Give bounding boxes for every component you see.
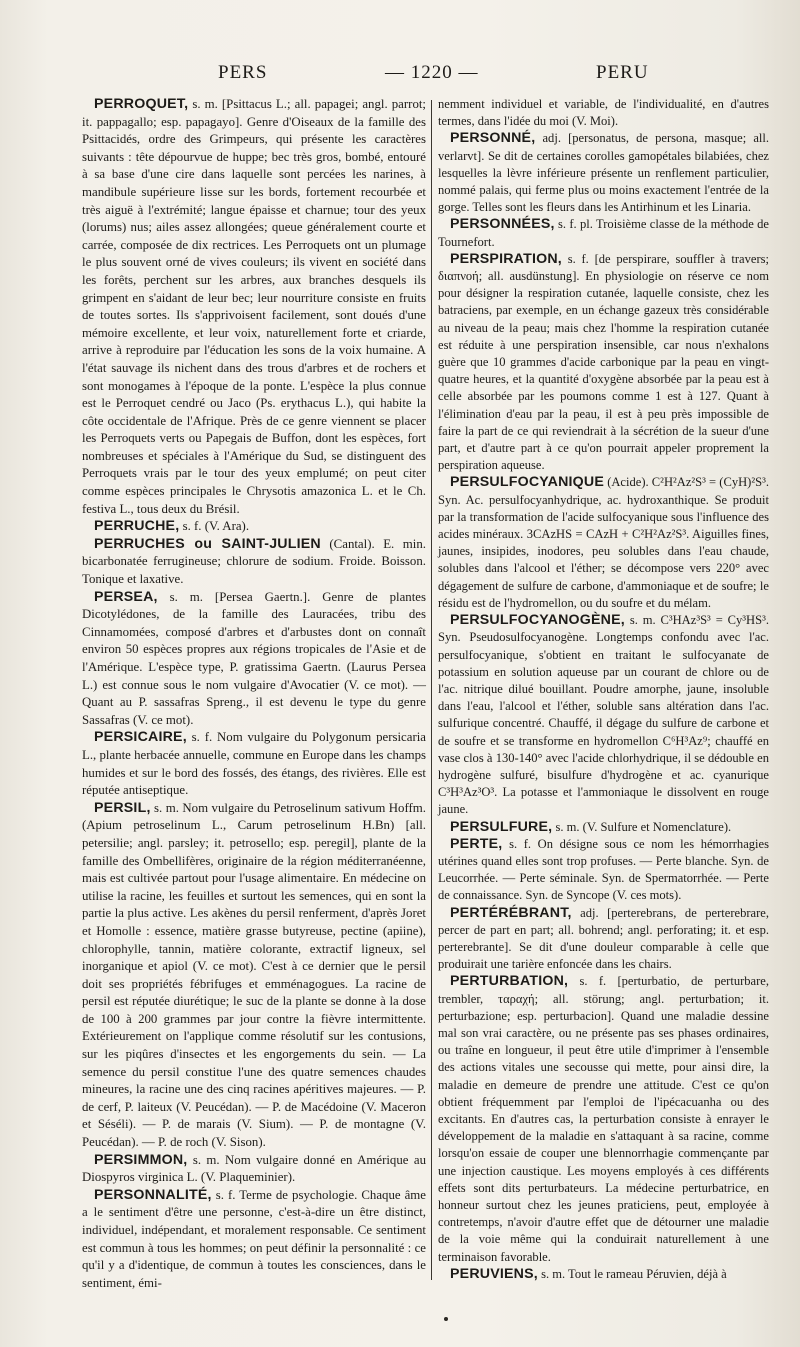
entry-headword: PERSULFOCYANOGÈNE, bbox=[450, 612, 625, 629]
running-header bbox=[0, 58, 800, 88]
entry-text: (Cantal). E. min. bicarbonatée ferrugineuse; chlorure de sodium. Froide. Boisson. Tonique et laxative. bbox=[82, 536, 426, 587]
entry-text: s. m. Nom vulgaire du Petroselinum sativum Hoffm. (Apium petroselinum L., Carum petroselinum H.Bn) [all. petersilie; angl. parsley; it. petrosello; esp. peregil], plante de la famille des Ombellifères, originaire de la région méditerranéenne, mais est cultivée partout pour l'usage alimentaire. En médecine on utilise la racine, les feuilles et surtout les semences, qui en sont la partie la plus active. Les akènes du persil renferment, d'après Joret et Homolle : essence, matière grasse butyreuse, pectine (apiine), chlorophylle, tannin, matière colorante, extractif ligneux, sel inorganique et apiol (V. ce mot). C'est à ce dernier que le persil doit ses propriétés fébrifuges et emménagogues. La racine de persil est réputée diurétique; le suc de la plante se donne à la dose de 100 à 200 grammes par jour contre la fièvre intermittente. Extérieurement on l'applique comme résolutif sur les contusions, sur les piqûres d'insectes et les engorgements du sein. — La semence du persil constitue l'une des quatre semences chaudes mineures, la racine une des cinq racines apéritives majeures. — P. de cerf, P. laiteux (V. Peucédan). — P. de Macédoine (V. Maceron et Séséli). — P. de marais (V. Sium). — P. de montagne (V. Peucédan). — P. de roch (V. Sison). bbox=[82, 800, 426, 1150]
page-mark bbox=[444, 1317, 448, 1321]
entry-text: s. m. [Psittacus L.; all. papagei; angl. parrot; it. pappagallo; esp. papagayo]. Genre d'Oiseaux de la famille des Psittacidés, ordre des Grimpeurs, qui présente les caractères suivants : tête dépourvue de huppe; bec très gros, bombé, entouré à sa base d'une cire dans laquelle sont percées les narines, à mandibule supérieure lisse sur les bords, fortement recourbée et très aiguë à l'extrémité; langue épaisse et charnue; tour des yeux (lorums) nus; ailes assez allongées; queue généralement courte et carrée, composée de dix rectrices. Les Perroquets ont un plumage le plus souvent orné de vives couleurs; ils vivent en société dans les forêts, perchent sur les arbres, aux branches desquels ils grimpent en s'aidant de leur bec; leur nourriture consiste en fruits de toutes sortes. Ils s'apprivoisent facilement, sont doués d'une mémoire excellente, et leur voix, naturellement forte et criarde, arrive à reproduire par l'éducation les sons de la voix humaine. A l'état sauvage ils nichent dans des trous d'arbres et de rochers et sont monogames à l'époque de la ponte. L'espèce la plus connue est le Perroquet cendré ou Jaco (Ps. erythacus L.), qui habite la côte occidentale de l'Afrique. Près de ce genre viennent se placer les Perroquets verts ou Papegais de Buffon, dont les espèces, fort nombreuses et spéciales à l'Amérique du Sud, se distinguent des Perroquets vrais par le tour des yeux emplumé; on peut citer comme espèces principales le Chrysotis amazonica L. et le Ch. festiva L., tous deux du Brésil. bbox=[82, 97, 426, 516]
dictionary-entry bbox=[438, 819, 769, 836]
entry-text: adj. [perterebrans, de perterebrare, percer de part en part; all. bohrend; angl. perforating; it. et esp. perterebrante]. Se dit d'une douleur comparable à celle que produirait une tarière enfoncée dans les chairs. bbox=[438, 905, 769, 972]
dictionary-entry bbox=[438, 973, 769, 1265]
entry-headword: PERSPIRATION, bbox=[450, 250, 562, 267]
entry-headword: PERRUCHE, bbox=[94, 518, 180, 535]
entry-text: s. f. Terme de psychologie. Chaque âme a le sentiment d'être une personne, c'est-à-dire un être distinct, individuel, indépendant, et moralement responsable. Ce sentiment est commun à tous les hommes; on peut définir la personnalité : ce qu'il y a d'identique, de commun à toutes les consciences, dans le sentiment, émi- bbox=[82, 1187, 426, 1290]
entry-headword: PERRUCHES ou SAINT-JULIEN bbox=[94, 535, 321, 552]
entry-headword: PERSONNÉES, bbox=[450, 216, 555, 233]
entry-headword: PERTÉRÉBRANT, bbox=[450, 904, 572, 921]
entry-headword: PERSONNALITÉ, bbox=[94, 1186, 212, 1203]
dictionary-entry bbox=[438, 836, 769, 905]
dictionary-entry bbox=[82, 729, 426, 799]
entry-text: s. f. (V. Ara). bbox=[179, 519, 250, 534]
dictionary-entry bbox=[82, 800, 426, 1152]
dictionary-entry bbox=[438, 96, 769, 130]
entry-text: s. f. pl. Troisième classe de la méthode de Tournefort. bbox=[438, 217, 769, 249]
header-right-guideword: PERU bbox=[596, 62, 649, 83]
column-rule bbox=[431, 100, 432, 1280]
entry-text: s. m. [Persea Gaertn.]. Genre de plantes Dicotylédones, de la famille des Lauracées, tribu des Cinnamomées, composé d'arbres et d'arbustes dont on connaît environ 50 espèces propres aux régions tropicales de l'Asie et de l'Amérique. L'espèce type, P. gratissima Gaertn. (Laurus Persea L.) est connue sous le nom vulgaire d'Avocatier (V. ce mot). — Quant au P. sassafras Spreng., il est devenu le type du genre Sassafras (V. ce mot). bbox=[82, 589, 426, 727]
left-column bbox=[82, 96, 426, 1292]
entry-headword: PERSEA, bbox=[94, 588, 158, 605]
entry-text: s. m. C³HAz³S³ = Cy³HS³. Syn. Pseudosulfocyanogène. Longtemps confondu avec l'ac. persulfocyanique, s'obtient en traitant le sulfocyanate de potassium en solution aqueuse par un courant de chlore ou de l'ac. nitrique dilué bouillant. Poudre amorphe, jaune, insoluble dans l'eau, l'alcool et l'éther, soluble sans altération dans l'ac. sulfurique concentré. Chauffé, il dégage du sulfure de carbone et de soufre et se transforme en hydromellon C⁶H³Az⁹; chauffé en vase clos à 130-140° avec l'acide chlorhydrique, il se dédouble en hydrogène sulfuré, bisulfure d'hydrogène et ac. cyanurique C³H³Az³O³. La potasse et l'ammoniaque le dissolvent en rouge jaune. bbox=[438, 613, 769, 817]
dictionary-entry bbox=[82, 536, 426, 589]
entry-text: nemment individuel et variable, de l'individualité, en d'autres termes, dans l'idée du moi (V. Moi). bbox=[438, 97, 769, 129]
dictionary-entry bbox=[82, 96, 426, 518]
dictionary-entry bbox=[438, 1266, 769, 1283]
dictionary-entry bbox=[82, 1152, 426, 1187]
right-column bbox=[438, 96, 769, 1283]
dictionary-entry bbox=[438, 612, 769, 818]
entry-headword: PERROQUET, bbox=[94, 96, 189, 112]
entry-headword: PERTURBATION, bbox=[450, 973, 569, 990]
dictionary-entry bbox=[438, 251, 769, 475]
entry-headword: PERSULFOCYANIQUE bbox=[450, 474, 605, 491]
entry-headword: PERTE, bbox=[450, 835, 503, 852]
dictionary-entry bbox=[438, 130, 769, 216]
header-page-number: — 1220 — bbox=[385, 62, 479, 83]
entry-text: s. m. Nom vulgaire donné en Amérique au Diospyros virginica L. (V. Plaqueminier). bbox=[82, 1152, 426, 1185]
entry-headword: PERSULFURE, bbox=[450, 818, 553, 835]
entry-headword: PERUVIENS, bbox=[450, 1265, 538, 1282]
entry-text: s. f. [perturbatio, de perturbare, trembler, ταραχή; all. störung; angl. perturbation; it. perturbazione; esp. perturbacion]. Quand une maladie dessine mal son vrai caractère, ou ne présente pas ses phases ordinaires, ou traîne en longueur, il peut être utile d'imprimer à l'ensemble des actions vitales une secousse qui mette, pour ainsi dire, la maladie en demeure de prendre une attitude. C'est ce qu'on obtient fréquemment par l'emploi de l'ipécacuanha ou des excitants. En d'autres cas, la perturbation consiste à enrayer le développement de la maladie en s'attaquant à sa racine, comme lorsqu'on essaie de couper une blennorrhagie commençante par une injection caustique. Les moyens employés à ces différents effets sont dits perturbateurs. La médecine perturbatrice, en honneur surtout chez les jeunes praticiens, peut, employée à contretemps, n'avoir d'autre effet que de détourner une maladie de la voie même qui la conduirait naturellement à une terminaison favorable. bbox=[438, 974, 769, 1264]
dictionary-entry bbox=[438, 216, 769, 250]
entry-headword: PERSIMMON, bbox=[94, 1151, 188, 1168]
entry-text: s. f. [de perspirare, souffler à travers; διαπνοή; all. ausdünstung]. En physiologie on réserve ce nom pour désigner la respiration cutanée, laquelle consiste, chez les batraciens, par exemple, en un échange gazeux très considérable au niveau de la peau; mais chez l'homme la respiration cutanée est réduite à une perspiration insensible, car nous n'exhalons guère que 10 grammes d'acide carbonique par la peau en vingt-quatre heures, et la quantité d'oxygène absorbée par la peau est à celle absorbée par les poumons comme 1 est à 127. Quant à l'élimination d'eau par la peau, il est à peu près impossible de faire la part de ce qui reviendrait à la sécrétion de la sueur d'une part, et d'autre part à ce qu'on pourrait appeler proprement la perspiration aqueuse. bbox=[438, 251, 769, 473]
dictionary-entry bbox=[82, 518, 426, 536]
dictionary-entry bbox=[82, 1187, 426, 1293]
entry-text: s. m. Tout le rameau Péruvien, déjà à bbox=[537, 1266, 727, 1281]
entry-text: s. m. (V. Sulfure et Nomenclature). bbox=[552, 819, 732, 834]
entry-text: adj. [personatus, de persona, masque; all. verlarvt]. Se dit de certaines corolles gamopétales bilabiées, chez lesquelles la lèvre inférieure présente un renflement particulier, nommé palais, qui ferme plus ou moins exactement l'entrée de la gorge. Telles sont les fleurs dans les Antirhinum et les Linaria. bbox=[438, 131, 769, 215]
entry-headword: PERSICAIRE, bbox=[94, 729, 187, 746]
dictionary-entry bbox=[438, 905, 769, 974]
dictionary-entry bbox=[82, 589, 426, 730]
entry-text: s. f. On désigne sous ce nom les hémorrhagies utérines quand elles sont trop profuses. — Perte blanche. Syn. de Leucorrhée. — Perte séminale. Syn. de Spermatorrhée. — Perte de connaissance. Syn. de Syncope (V. ces mots). bbox=[438, 836, 769, 903]
entry-text: s. f. Nom vulgaire du Polygonum persicaria L., plante herbacée annuelle, commune en Europe dans les champs humides et sur le bord des fossés, des étangs, des rivières. Elle est réputée antiseptique. bbox=[82, 730, 426, 798]
entry-text: (Acide). C²H²Az²S³ = (CyH)²S³. Syn. Ac. persulfocyanhydrique, ac. hydroxanthique. Se produit par la transformation de l'acide sulfocyanique sous l'influence des acides minéraux. 3CAzHS = CAzH + C²H²Az²S³. Aiguilles fines, jaunes, insipides, inodores, peu solubles dans l'eau chaude, solubles dans l'alcool et l'éther; se décompose vers 220° avec dégagement de sulfure de carbone, d'ammoniaque et de soufre; le résidu est de l'hydromellon, ou du soufre et du mélam. bbox=[438, 475, 769, 610]
entry-headword: PERSIL, bbox=[94, 799, 151, 816]
entry-headword: PERSONNÉ, bbox=[450, 130, 536, 147]
header-left-guideword: PERS bbox=[218, 62, 268, 83]
dictionary-entry bbox=[438, 474, 769, 612]
